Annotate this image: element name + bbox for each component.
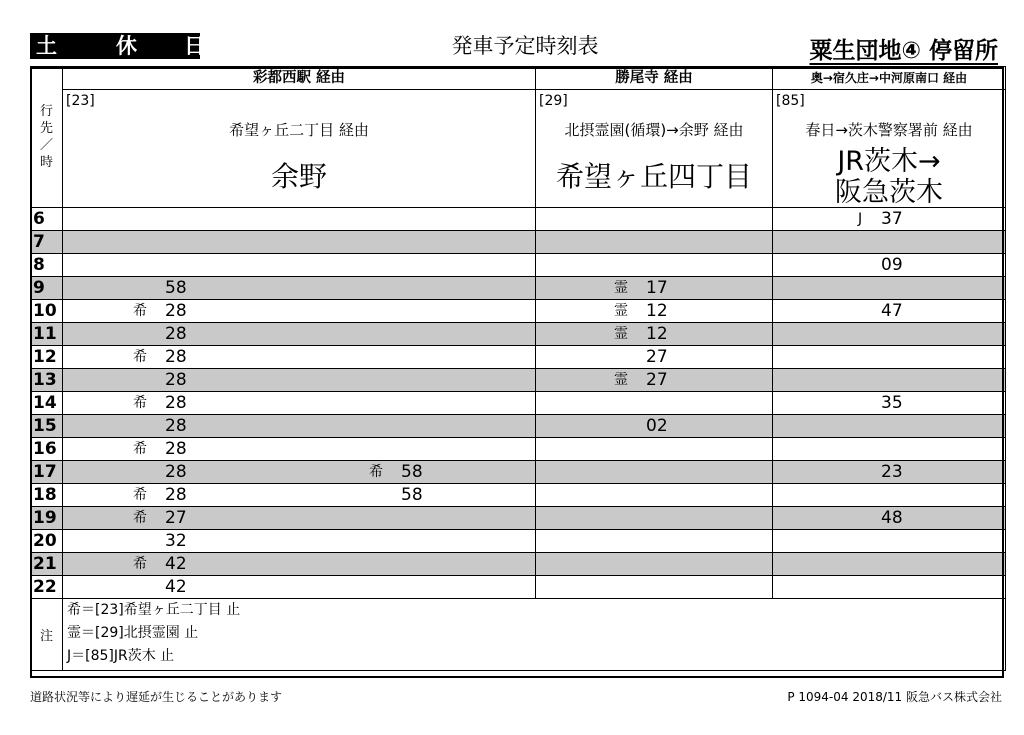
departure-marker: 希 [133,303,147,319]
departure-cell [63,415,536,438]
departure-cell [536,254,773,277]
departure-cell [63,231,536,254]
departure-cell [773,369,1006,392]
departure-cell [773,530,1006,553]
departure-cell [536,576,773,599]
departure-cell [536,438,773,461]
hour-row [31,300,1006,323]
departure-cell [536,484,773,507]
departure-cell [773,277,1006,300]
departure-cell [536,553,773,576]
departure-cell [63,553,536,576]
departure-minute: 58 [165,278,187,298]
departure-cell [773,553,1006,576]
departure-cell [773,208,1006,231]
departure-marker: 希 [133,556,147,572]
route-via: 希望ヶ丘二丁目 経由 [229,121,369,139]
departure-marker: 霊 [614,372,628,388]
departure-minute: 37 [881,209,903,229]
departure-cell [536,208,773,231]
hour-row [31,346,1006,369]
departure-cell [773,507,1006,530]
day-char: 日 [184,34,205,58]
hour-row [31,461,1006,484]
hour-row [31,576,1006,599]
departure-minute: 28 [165,416,187,436]
departure-cell [773,415,1006,438]
departure-cell [773,392,1006,415]
departure-marker: 希 [133,395,147,411]
departure-minute: 28 [165,393,187,413]
departure-cell [773,438,1006,461]
departure-cell [63,461,536,484]
departure-minute: 09 [881,255,903,275]
departure-cell [63,438,536,461]
departure-cell [773,346,1006,369]
departure-minute: 28 [165,485,187,505]
page-title: 発車予定時刻表 [451,34,599,58]
departure-cell [536,277,773,300]
hour-row [31,231,1006,254]
hour-label: 21 [31,553,63,576]
departure-cell [773,300,1006,323]
hour-row [31,530,1006,553]
departure-minute: 27 [165,508,187,528]
hour-row [31,392,1006,415]
destination: 余野 [270,160,327,193]
day-char: 休 [116,34,137,58]
hour-label: 17 [31,461,63,484]
hour-label: 9 [31,277,63,300]
departure-minute: 27 [646,347,668,367]
departure-cell [536,530,773,553]
hour-label: 6 [31,208,63,231]
departure-minute: 28 [165,324,187,344]
route-header: 奥→宿久庄→中河原南口 経由 [773,67,1006,90]
departure-marker: 霊 [614,326,628,342]
departure-marker: 希 [133,487,147,503]
departure-cell [63,507,536,530]
hour-label: 14 [31,392,63,415]
destination: 希望ヶ丘四丁目 [555,160,752,193]
departure-minute: 28 [165,347,187,367]
departure-minute: 28 [165,439,187,459]
notes-label: 注 [31,599,63,671]
departure-marker: 希 [133,349,147,365]
departure-minute: 42 [165,577,187,597]
hour-row [31,438,1006,461]
hour-row [31,369,1006,392]
hour-label: 20 [31,530,63,553]
departure-cell [536,231,773,254]
departure-marker: J [858,211,863,227]
departure-minute: 58 [401,462,423,482]
departure-cell [536,415,773,438]
departure-marker: 希 [133,441,147,457]
departure-cell [63,323,536,346]
departure-minute: 12 [646,324,668,344]
hour-label: 11 [31,323,63,346]
hour-label: 8 [31,254,63,277]
departure-cell [63,208,536,231]
route-via: 北摂霊園(循環)→余野 経由 [564,121,744,139]
departure-cell [773,231,1006,254]
departure-marker: 霊 [614,280,628,296]
departure-marker: 霊 [614,303,628,319]
notes [63,599,1006,671]
departure-cell [536,369,773,392]
departure-cell [773,484,1006,507]
departure-minute: 23 [881,462,903,482]
hour-row [31,277,1006,300]
route-number: [85] [776,93,805,109]
departure-cell [536,300,773,323]
departure-minute: 17 [646,278,668,298]
route-destination [536,90,773,208]
departure-cell [63,254,536,277]
route-number: [29] [539,93,568,109]
departure-minute: 02 [646,416,668,436]
departure-cell [536,323,773,346]
departure-cell [536,507,773,530]
hour-label: 22 [31,576,63,599]
departure-cell [773,461,1006,484]
stop-name: 粟生団地④ 停留所 [809,38,998,64]
note-line: 霊＝[29]北摂霊園 止 [67,625,199,641]
departure-minute: 28 [165,370,187,390]
hour-row [31,415,1006,438]
departure-minute: 27 [646,370,668,390]
route-number: [23] [66,93,95,109]
note-line: J＝[85]JR茨木 止 [67,648,175,664]
hour-label: 10 [31,300,63,323]
hour-label: 12 [31,346,63,369]
departure-cell [63,277,536,300]
hour-row [31,553,1006,576]
departure-minute: 58 [401,485,423,505]
hour-label: 7 [31,231,63,254]
note-line: 希＝[23]希望ヶ丘二丁目 止 [67,602,241,618]
departure-cell [536,461,773,484]
hour-row [31,323,1006,346]
departure-minute: 32 [165,531,187,551]
hour-row [31,254,1006,277]
route-destination [63,90,536,208]
departure-cell [63,392,536,415]
departure-minute: 35 [881,393,903,413]
footer-note: 道路状況等により遅延が生じることがあります [30,690,283,704]
hour-row [31,208,1006,231]
departure-cell [63,484,536,507]
route-header: 勝尾寺 経由 [536,67,773,90]
footer-publisher: P 1094-04 2018/11 阪急バス株式会社 [787,690,1002,704]
departure-cell [63,530,536,553]
hour-label: 13 [31,369,63,392]
route-destination [773,90,1006,208]
hour-label: 18 [31,484,63,507]
departure-cell [63,576,536,599]
destination: JR茨木→ 阪急茨木 [835,146,943,208]
departure-minute: 28 [165,462,187,482]
departure-minute: 47 [881,301,903,321]
departure-cell [773,323,1006,346]
departure-cell [63,369,536,392]
departure-cell [773,254,1006,277]
departure-marker: 希 [369,464,383,480]
hour-label: 19 [31,507,63,530]
side-label: 行 先 ／ 時 [31,67,63,208]
departure-minute: 42 [165,554,187,574]
hour-row [31,484,1006,507]
departure-minute: 12 [646,301,668,321]
route-via: 春日→茨木警察署前 経由 [805,121,973,139]
departure-cell [63,346,536,369]
departure-minute: 48 [881,508,903,528]
day-char: 土 [36,34,57,58]
departure-cell [536,392,773,415]
hour-label: 16 [31,438,63,461]
departure-minute: 28 [165,301,187,321]
hour-label: 15 [31,415,63,438]
route-header: 彩都西駅 経由 [63,67,536,90]
departure-cell [536,346,773,369]
departure-cell [63,300,536,323]
departure-marker: 希 [133,510,147,526]
day-type-badge [30,33,205,59]
departure-cell [773,576,1006,599]
hour-row [31,507,1006,530]
timetable [30,66,1006,671]
